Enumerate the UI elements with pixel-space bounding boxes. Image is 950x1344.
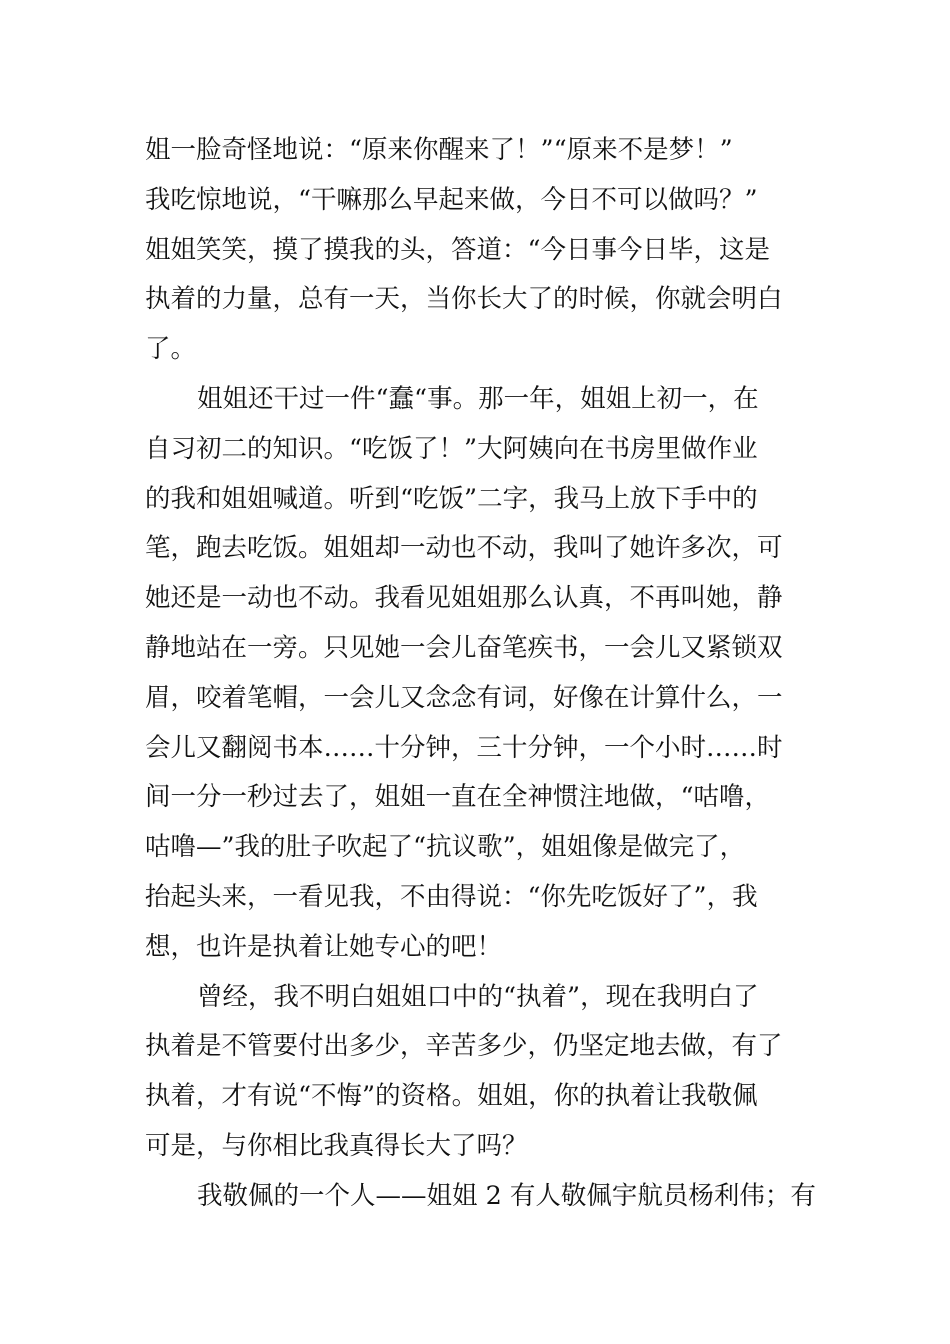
text-line: 静地站在一旁。只见她一会儿奋笔疾书，一会儿又紧锁双 bbox=[145, 632, 783, 663]
text-line: 抬起头来，一看见我，不由得说：“你先吃饭好了”，我 bbox=[145, 881, 758, 912]
body-text bbox=[145, 126, 816, 1222]
text-line: 我吃惊地说，“干嘛那么早起来做，今日不可以做吗？” bbox=[145, 184, 758, 215]
text-line: 执着，才有说“不悔”的资格。姐姐，你的执着让我敬佩 bbox=[145, 1081, 758, 1112]
text-line: 姐姐笑笑，摸了摸我的头，答道：“今日事今日毕，这是 bbox=[145, 234, 771, 265]
text-line: 会儿又翻阅书本……十分钟，三十分钟，一个小时……时 bbox=[145, 732, 783, 763]
text-line: 执着是不管要付出多少，辛苦多少，仍坚定地去做，有了 bbox=[145, 1031, 783, 1062]
text-line: 执着的力量，总有一天，当你长大了的时候，你就会明白 bbox=[145, 284, 783, 315]
text-line: 的我和姐姐喊道。听到“吃饭”二字，我马上放下手中的 bbox=[145, 483, 758, 514]
text-line: 她还是一动也不动。我看见姐姐那么认真，不再叫她，静 bbox=[145, 583, 783, 614]
text-line: 姐一脸奇怪地说：“原来你醒来了！”“原来不是梦！” bbox=[145, 135, 733, 165]
paragraph-first-line: 曾经，我不明白姐姐口中的“执着”，现在我明白了 bbox=[197, 981, 759, 1012]
paragraph-first-line: 我敬佩的一个人——姐姐 2 有人敬佩宇航员杨利伟；有 bbox=[197, 1180, 816, 1211]
text-line: 咕噜—”我的肚子吹起了“抗议歌”，姐姐像是做完了， bbox=[145, 832, 746, 863]
text-line: 笔，跑去吃饭。姐姐却一动也不动，我叫了她许多次，可 bbox=[145, 533, 783, 564]
text-line: 想，也许是执着让她专心的吧！ bbox=[145, 931, 503, 962]
paragraph-first-line: 姐姐还干过一件“蠢“事。那一年，姐姐上初一，在 bbox=[197, 383, 759, 414]
text-line: 自习初二的知识。“吃饭了！”大阿姨向在书房里做作业 bbox=[145, 433, 758, 464]
text-line: 眉，咬着笔帽，一会儿又念念有词，好像在计算什么，一 bbox=[145, 682, 783, 713]
text-line: 间一分一秒过去了，姐姐一直在全神惯注地做，“咕噜， bbox=[145, 782, 771, 813]
text-line: 可是，与你相比我真得长大了吗？ bbox=[145, 1130, 528, 1161]
text-line: 了。 bbox=[145, 334, 197, 365]
